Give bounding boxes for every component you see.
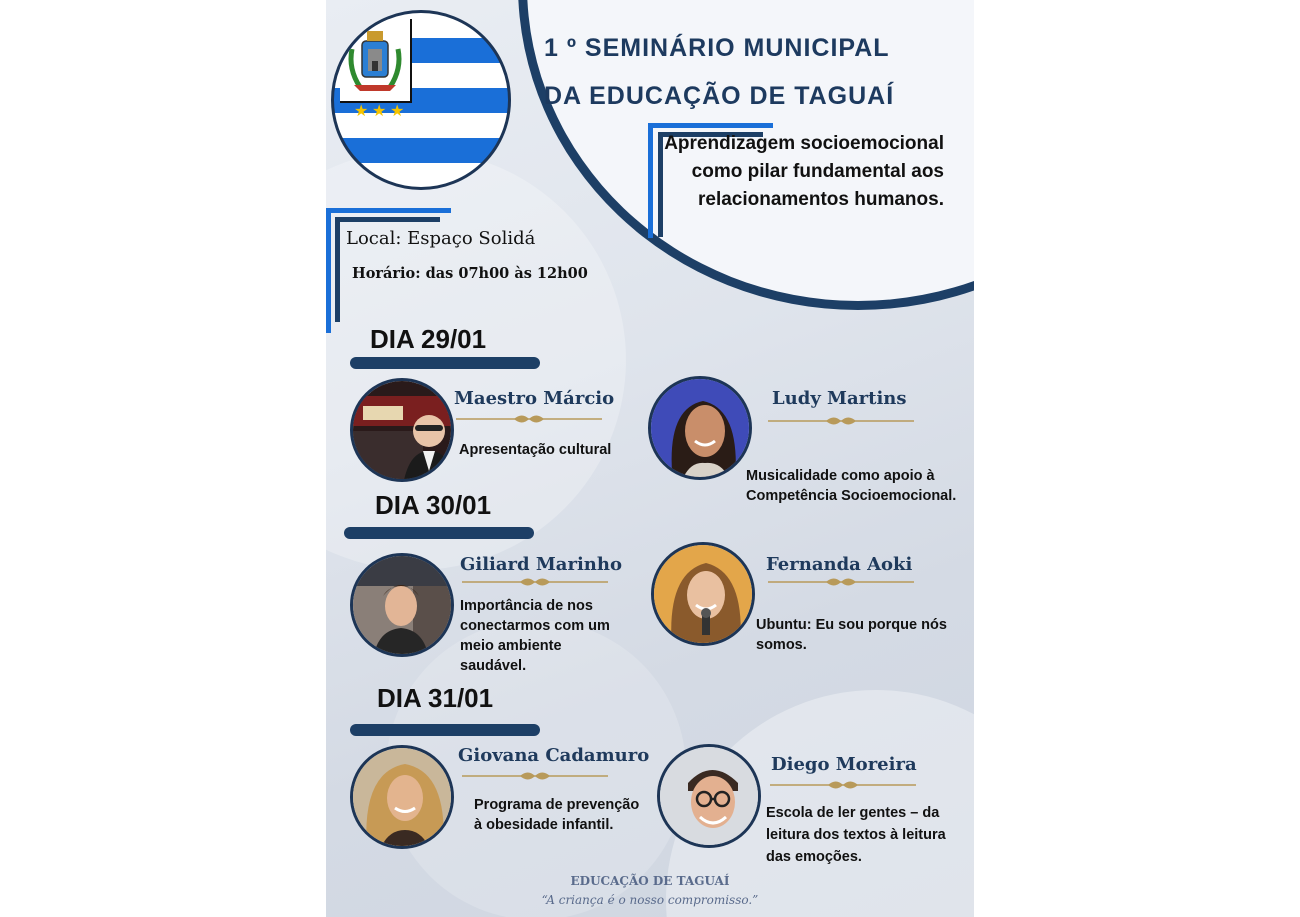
day-label: DIA 29/01 bbox=[370, 324, 487, 354]
speaker-name: Giliard Marinho bbox=[460, 554, 622, 575]
day-underline bbox=[344, 527, 534, 539]
seminar-poster bbox=[326, 0, 974, 917]
speaker-topic: Programa de prevenção à obesidade infantil. bbox=[474, 797, 640, 833]
ornament-divider bbox=[460, 769, 610, 783]
venue-location: Local: Espaço Solidá bbox=[346, 228, 536, 249]
photo-fernanda-aoki bbox=[651, 542, 755, 646]
photo-giovana-cadamuro bbox=[350, 745, 454, 849]
ornament-divider bbox=[460, 575, 610, 589]
day-label: DIA 31/01 bbox=[377, 683, 494, 713]
star-icon: ★ bbox=[354, 103, 369, 120]
ornament-divider bbox=[766, 414, 916, 428]
speaker-name: Diego Moreira bbox=[771, 754, 917, 775]
event-theme: Aprendizagem socioemocional como pilar fundamental aos relacionamentos humanos. bbox=[664, 133, 944, 210]
coat-of-arms-icon bbox=[340, 19, 412, 103]
footer-org: EDUCAÇÃO DE TAGUAÍ bbox=[570, 874, 730, 888]
venue-schedule: Horário: das 07h00 às 12h00 bbox=[352, 265, 588, 282]
speaker-name: Ludy Martins bbox=[772, 388, 907, 409]
speaker-name: Fernanda Aoki bbox=[766, 554, 913, 575]
speaker-topic: Importância de nos conectarmos com um meio ambiente saudável. bbox=[460, 598, 610, 674]
event-title-line-2: DA EDUCAÇÃO DE TAGUAÍ bbox=[544, 82, 895, 110]
speaker-topic: Ubuntu: Eu sou porque nós somos. bbox=[756, 617, 947, 653]
speaker-topic: Musicalidade como apoio à Competência Socioemocional. bbox=[746, 468, 957, 504]
day-underline bbox=[350, 357, 540, 369]
star-icon: ★ bbox=[390, 103, 405, 120]
ornament-divider bbox=[766, 575, 916, 589]
municipal-flag-icon bbox=[331, 10, 511, 190]
footer-motto: “A criança é o nosso compromisso.” bbox=[541, 893, 759, 907]
photo-ludy-martins bbox=[648, 376, 752, 480]
day-label: DIA 30/01 bbox=[375, 490, 492, 520]
ornament-divider bbox=[768, 778, 918, 792]
photo-giliard-marinho bbox=[350, 553, 454, 657]
event-title-line-1: 1 º SEMINÁRIO MUNICIPAL bbox=[544, 34, 890, 62]
speaker-topic: Apresentação cultural bbox=[459, 442, 612, 458]
speaker-topic: Escola de ler gentes – da leitura dos textos à leitura das emoções. bbox=[766, 805, 946, 865]
star-icon: ★ bbox=[372, 103, 387, 120]
speaker-name: Maestro Márcio bbox=[454, 388, 615, 409]
speaker-name: Giovana Cadamuro bbox=[458, 745, 650, 766]
photo-diego-moreira bbox=[657, 744, 761, 848]
photo-maestro-marcio bbox=[350, 378, 454, 482]
day-underline bbox=[350, 724, 540, 736]
ornament-divider bbox=[454, 412, 604, 426]
